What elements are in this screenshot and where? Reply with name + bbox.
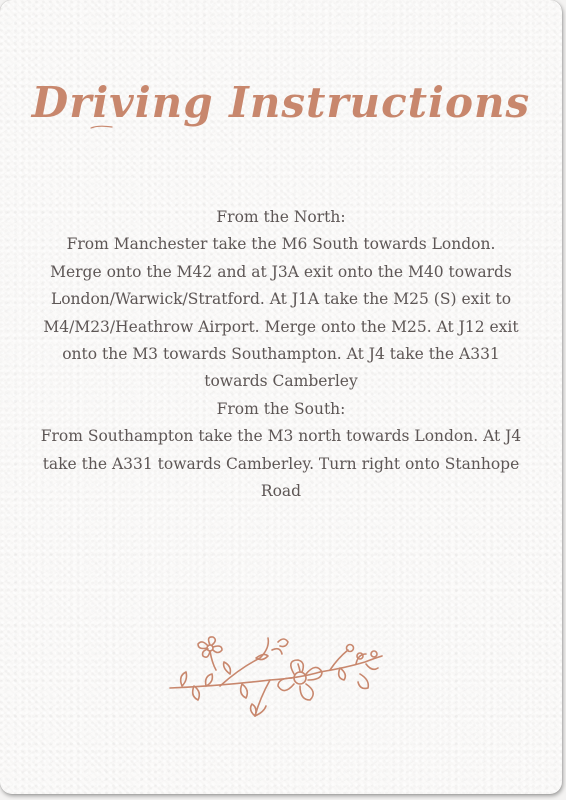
section-heading-south: From the South: <box>216 399 346 418</box>
directions-text <box>40 204 522 505</box>
section-text-south: From Southampton take the M3 north towards London. At J4 take the A331 towards Camberley. Turn right onto Stanhope Road <box>40 427 522 501</box>
floral-sprig-icon <box>160 628 390 728</box>
card-title: Driving Instructions <box>31 78 531 127</box>
title-swash-icon <box>90 124 114 130</box>
section-heading-north: From the North: <box>216 208 346 226</box>
section-text-north: From Manchester take the M6 South towards London. Merge onto the M42 and at J3A exit onto the M40 towards London/Warwick/Stratford. At J1A take the M25 (S) exit to M4/M23/Heathrow Airport. Merge onto the M25. At J12 exit onto the M3 towards Southampton. At J4 take the A331 towards Camberley <box>43 235 519 391</box>
